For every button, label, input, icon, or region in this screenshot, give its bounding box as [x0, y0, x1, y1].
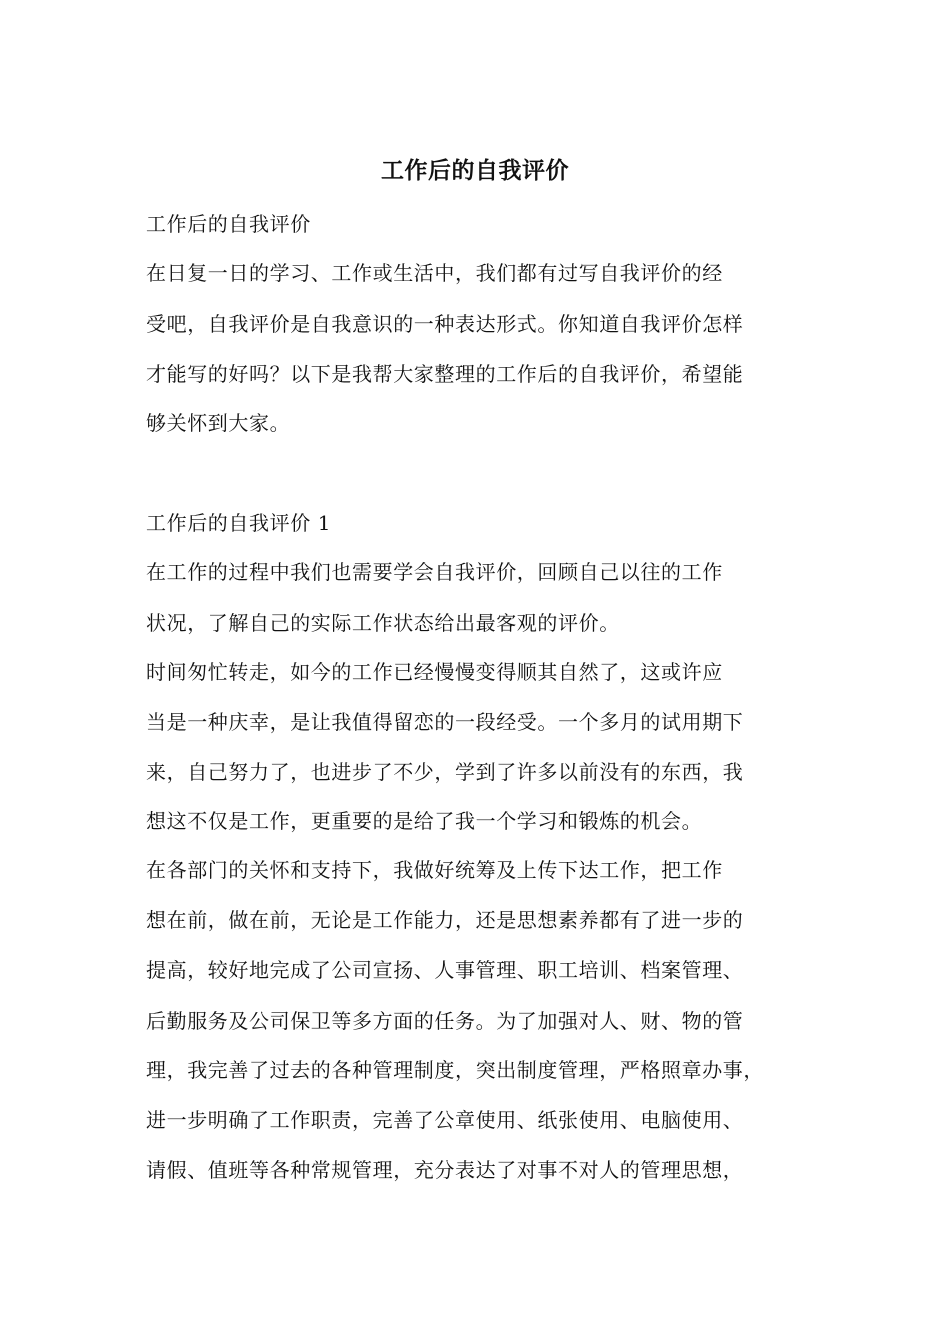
document-title: 工作后的自我评价 — [381, 157, 569, 184]
text-line: 请假、值班等各种常规管理，充分表达了对事不对人的管理思想， — [146, 1158, 744, 1182]
section-heading: 工作后的自我评价 1 — [146, 511, 332, 535]
text-line: 够关怀到大家。 — [146, 411, 291, 435]
text-line: 在日复一日的学习、工作或生活中，我们都有过写自我评价的经 — [146, 261, 723, 285]
text-line: 才能写的好吗？以下是我帮大家整理的工作后的自我评价，希望能 — [146, 362, 744, 386]
text-line: 在工作的过程中我们也需要学会自我评价，回顾自己以往的工作 — [146, 560, 723, 584]
text-line: 在各部门的关怀和支持下，我做好统筹及上传下达工作，把工作 — [146, 858, 723, 882]
text-line: 想这不仅是工作，更重要的是给了我一个学习和锻炼的机会。 — [146, 809, 703, 833]
subtitle-line: 工作后的自我评价 — [146, 212, 311, 236]
text-line: 后勤服务及公司保卫等多方面的任务。为了加强对人、财、物的管 — [146, 1009, 744, 1033]
text-line: 理，我完善了过去的各种管理制度，突出制度管理，严格照章办事， — [146, 1058, 764, 1082]
text-line: 当是一种庆幸，是让我值得留恋的一段经受。一个多月的试用期下 — [146, 710, 744, 734]
text-line: 进一步明确了工作职责，完善了公章使用、纸张使用、电脑使用、 — [146, 1108, 744, 1132]
text-line: 受吧，自我评价是自我意识的一种表达形式。你知道自我评价怎样 — [146, 312, 744, 336]
text-line: 状况，了解自己的实际工作状态给出最客观的评价。 — [146, 611, 620, 635]
text-line: 想在前，做在前，无论是工作能力，还是思想素养都有了进一步的 — [146, 908, 744, 932]
text-line: 来，自己努力了，也进步了不少，学到了许多以前没有的东西，我 — [146, 760, 744, 784]
text-line: 时间匆忙转走，如今的工作已经慢慢变得顺其自然了，这或许应 — [146, 660, 723, 684]
text-line: 提高，较好地完成了公司宣扬、人事管理、职工培训、档案管理、 — [146, 958, 744, 982]
